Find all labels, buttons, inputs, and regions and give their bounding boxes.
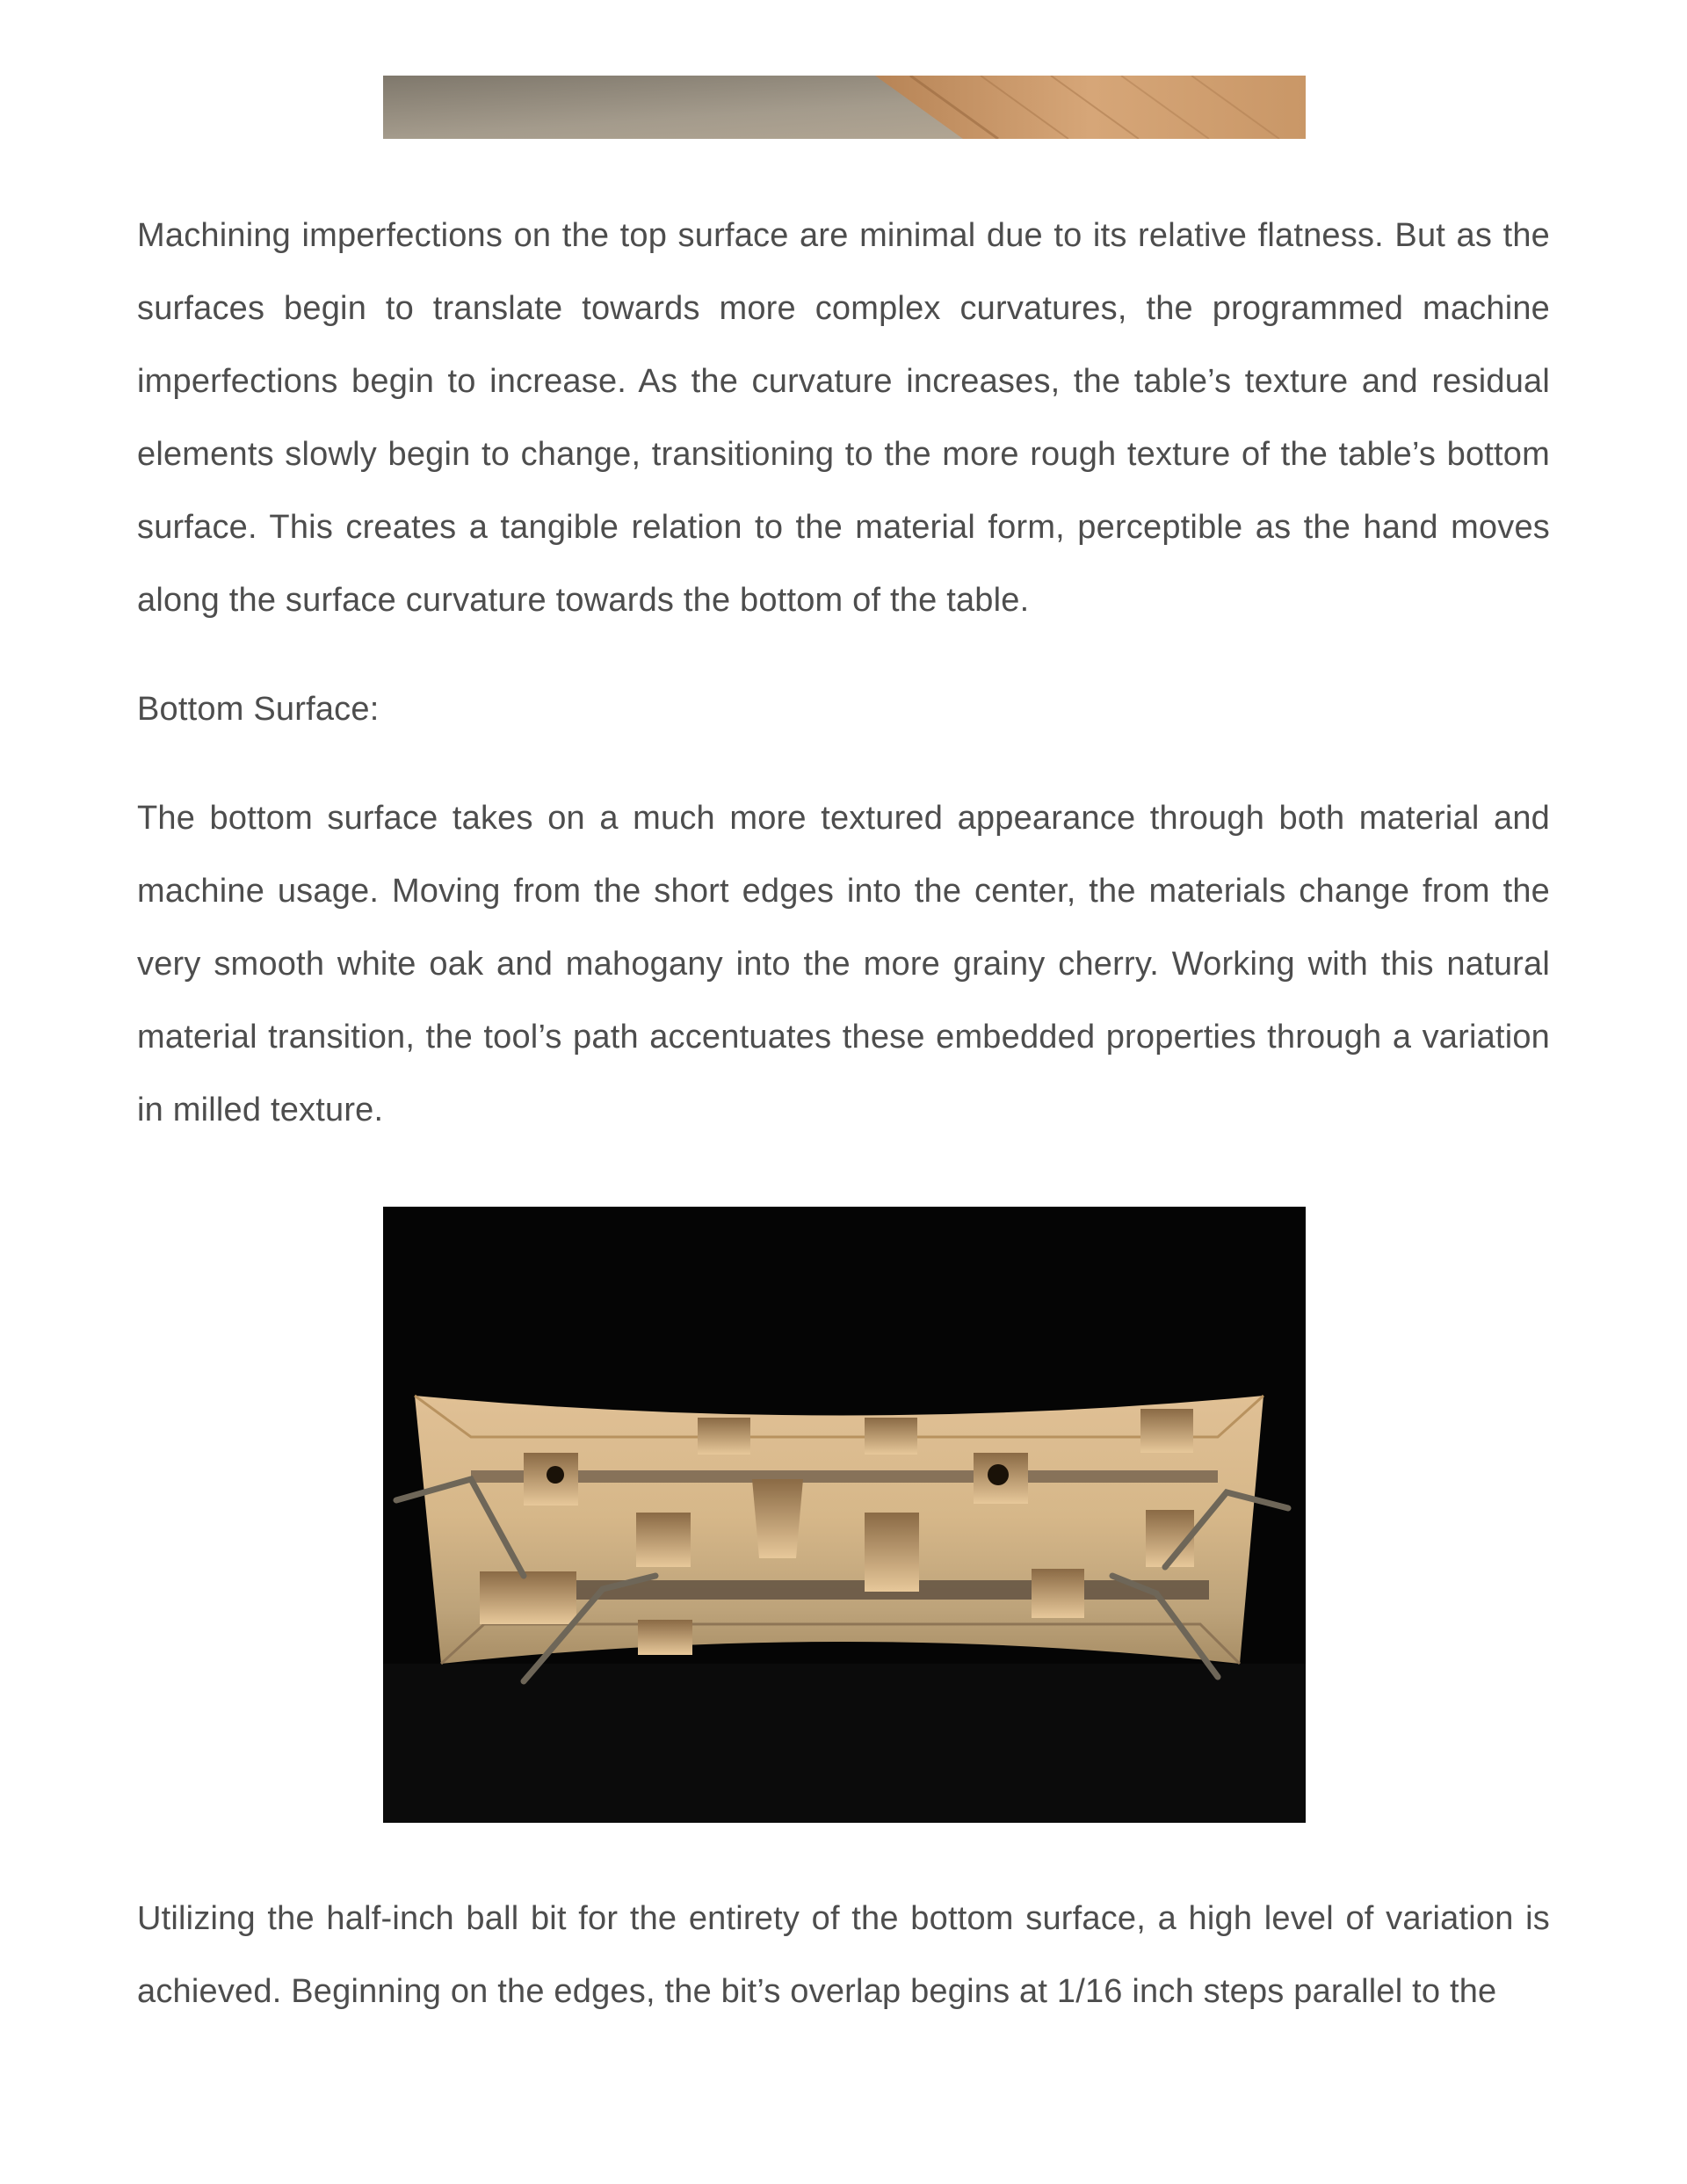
table-bottom-photo-image [383, 1207, 1306, 1823]
top-wood-photo [383, 76, 1306, 139]
ball-bit-paragraph: Utilizing the half-inch ball bit for the entirety of the bottom surface, a high level of variation is achieved. Beginning on the edges, the bit’s overlap begins at 1/16 inch steps parallel to the [137, 1900, 1550, 2010]
table-bottom-photo [383, 1207, 1306, 1823]
top-surface-paragraph: Machining imperfections on the top surface are minimal due to its relative flatness. But as the surfaces begin to translate towards more complex curvatures, the programmed machine imperfections begin to increase. As the curvature increases, the table’s texture and residual elements slowly begin to change, transitioning to the more rough texture of the table’s bottom surface. This creates a tangible relation to the material form, perceptible as the hand moves along the surface curvature towards the bottom of the table. [137, 217, 1550, 619]
bottom-surface-paragraph: The bottom surface takes on a much more textured appearance through both material and machine usage. Moving from the short edges into the center, the materials change from the very smooth white oak and mahogany into the more grainy cherry. Working with this natural material transition, the tool’s path accentuates these embedded properties through a variation in milled texture. [137, 800, 1550, 1128]
top-wood-photo-image [383, 76, 1306, 139]
bottom-surface-heading: Bottom Surface: [137, 691, 380, 728]
